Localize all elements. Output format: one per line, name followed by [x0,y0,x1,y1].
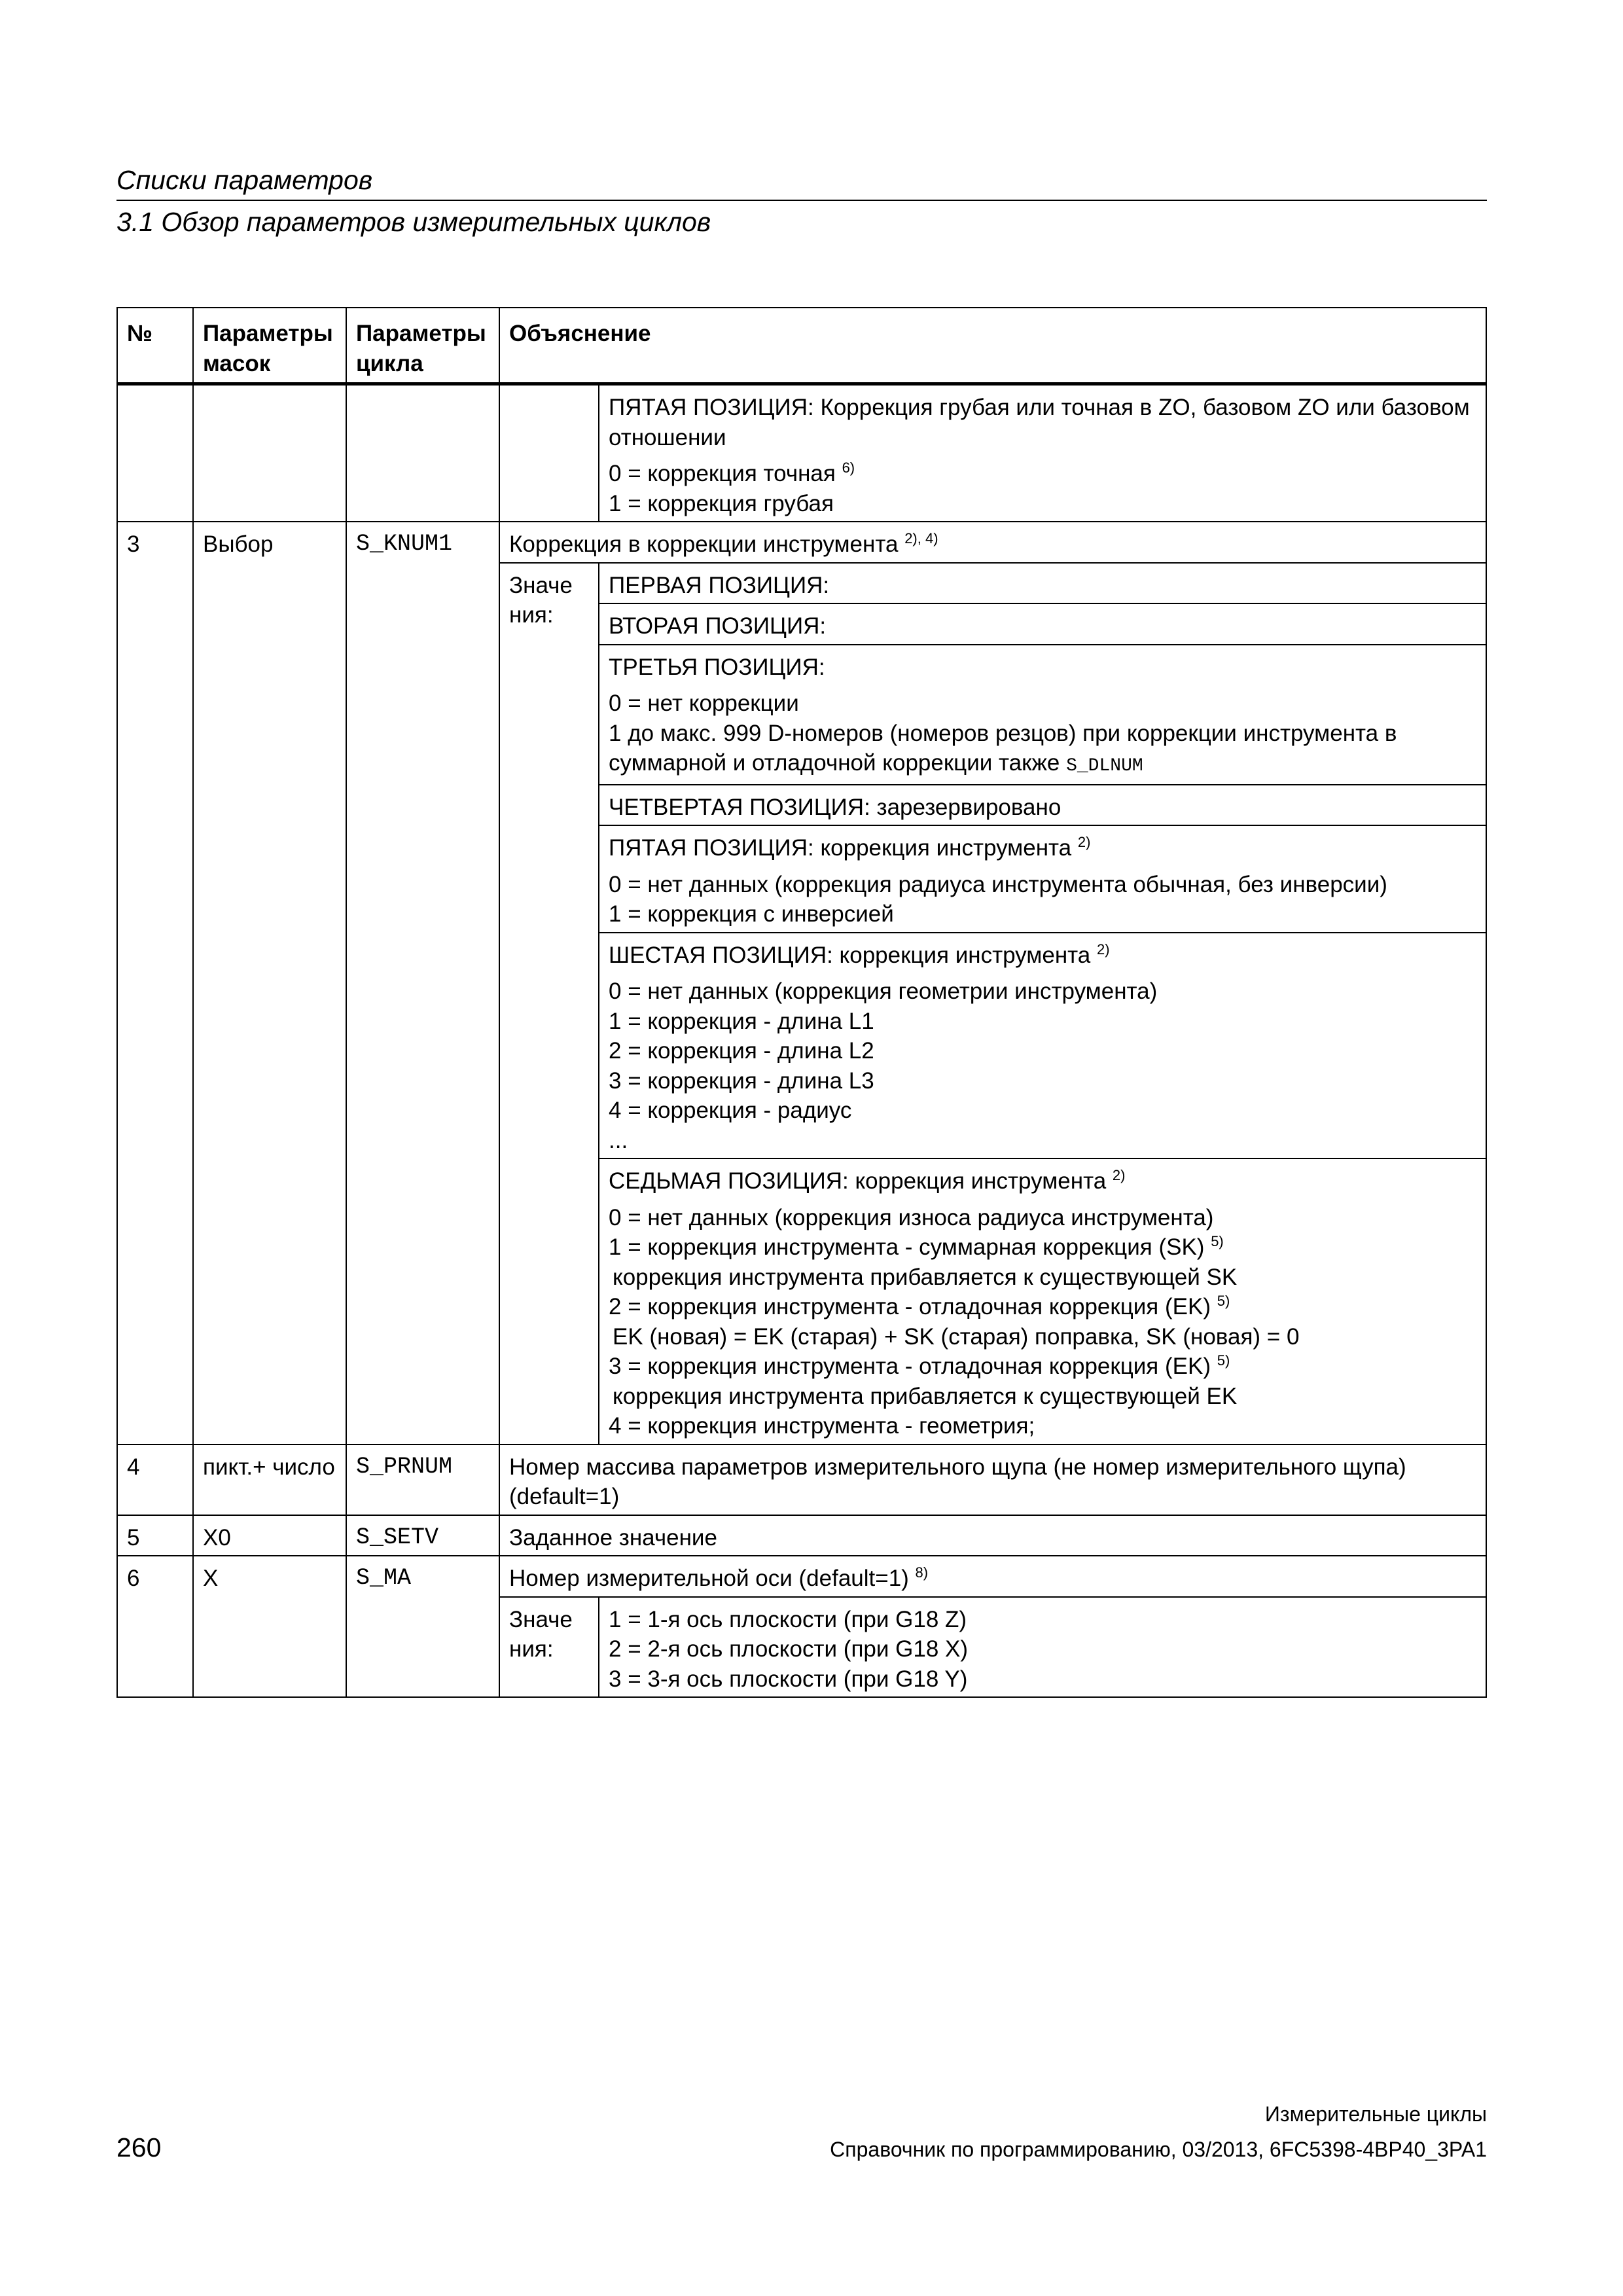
value-line: 3 = коррекция - длина L3 [609,1067,874,1094]
table-row-6 [117,1556,1486,1597]
values-label: Значе ния: [499,563,599,1444]
cycle-param: S_MA [346,1556,499,1697]
mask-param: пикт.+ число [193,1444,346,1515]
value-line: 2 = коррекция инструмента - отладочная коррекция (EK) $^{5)}$ [609,1293,1230,1319]
footer-reference: Справочник по программированию, 03/2013, 6FC5398-4BP40_3PA1 [830,2138,1487,2161]
value-line: 0 = коррекция точная $^{6)}$ [609,459,855,486]
section-title: 3.1 Обзор параметров измерительных циклов [116,207,711,237]
header-divider [116,200,1487,201]
mask-param: X0 [193,1515,346,1556]
value-line: коррекция инструмента прибавляется к существующей SK [613,1264,1238,1290]
value-line: 4 = коррекция - радиус [609,1098,852,1123]
value-line: 0 = нет данных (коррекция износа радиуса инструмента) [609,1204,1214,1230]
cycle-param: S_SETV [346,1515,499,1556]
value-line: 1 до макс. 999 D-номеров (номеров резцов) при коррекции инструмента в суммарной и отладочной коррекции также S_DLNUM [609,720,1397,776]
position-title: СЕДЬМАЯ ПОЗИЦИЯ: коррекция инструмента $^{2)}$ [609,1167,1126,1194]
row-description: Коррекция в коррекции инструмента $^{2), 4)}$ [499,522,1486,563]
column-header-cycle-params: Параметры цикла [346,308,499,384]
value-line: 4 = коррекция инструмента - геометрия; [609,1413,1035,1439]
row-number: 6 [117,1556,193,1697]
row-number: 5 [117,1515,193,1556]
value-line: 2 = коррекция - длина L2 [609,1038,874,1064]
column-header-mask-params: Параметры масок [193,308,346,384]
value-line: 3 = 3-я ось плоскости (при G18 Y) [609,1666,968,1692]
row-description [499,1444,1486,1515]
value-line: 1 = коррекция - длина L1 [609,1008,874,1034]
description-text: Номер массива параметров измерительного щупа (не номер измерительного щупа) [509,1454,1406,1480]
row-number: 4 [117,1444,193,1515]
cell-number [117,384,193,522]
mask-param: Выбор [193,522,346,1444]
value-line: 1 = коррекция с инверсией [609,901,894,927]
table-row-4 [117,1444,1486,1515]
continuation-fifth-position [599,384,1486,522]
table-row-continuation [117,384,1486,522]
mask-param: X [193,1556,346,1697]
cell-code [346,384,499,522]
chapter-title: Списки параметров [116,165,373,195]
cycle-param: S_PRNUM [346,1444,499,1515]
row-number: 3 [117,522,193,1444]
description-default: (default=1) [509,1484,620,1509]
position-sixth [599,933,1486,1159]
column-header-number: № [117,308,193,384]
value-line: 1 = 1-я ось плоскости (при G18 Z) [609,1606,967,1632]
table-row-3 [117,522,1486,563]
value-line: EK (новая) = EK (старая) + SK (старая) поправка, SK (новая) = 0 [613,1323,1300,1350]
parameter-table [116,307,1487,1698]
cell-mask [193,384,346,522]
cell-values-label [499,384,599,522]
position-fifth [599,825,1486,933]
value-line: 0 = нет коррекции [609,691,799,716]
row-description: Номер измерительной оси (default=1) $^{8)}$ [499,1556,1486,1597]
position-third [599,645,1486,785]
position-title: ТРЕТЬЯ ПОЗИЦИЯ: [609,654,825,680]
position-fourth: ЧЕТВЕРТАЯ ПОЗИЦИЯ: зарезервировано [599,785,1486,826]
table-row-5 [117,1515,1486,1556]
table-header-row [117,308,1486,384]
axis-values [599,1597,1486,1698]
page-number: 260 [116,2132,162,2162]
values-label: Значе ния: [499,1597,599,1698]
position-title: ПЯТАЯ ПОЗИЦИЯ: коррекция инструмента $^{2)}$ [609,834,1091,861]
value-line: 1 = коррекция грубая [609,490,834,516]
inline-code: S_DLNUM [1066,756,1143,776]
footer-book-title: Измерительные циклы [1264,2102,1487,2126]
value-line: 2 = 2-я ось плоскости (при G18 X) [609,1636,969,1662]
position-seventh [599,1158,1486,1444]
value-line: коррекция инструмента прибавляется к существующей EK [613,1383,1238,1409]
value-line: 3 = коррекция инструмента - отладочная коррекция (EK) $^{5)}$ [609,1352,1230,1379]
cycle-param: S_KNUM1 [346,522,499,1444]
column-header-explanation: Объяснение [499,308,1486,384]
value-line: 0 = нет данных (коррекция геометрии инструмента) [609,978,1158,1004]
value-line: 1 = коррекция инструмента - суммарная коррекция (SK) $^{5)}$ [609,1233,1224,1260]
position-second: ВТОРАЯ ПОЗИЦИЯ: [599,603,1486,645]
row-description: Заданное значение [499,1515,1486,1556]
position-title: ШЕСТАЯ ПОЗИЦИЯ: коррекция инструмента $^{2)}$ [609,941,1110,968]
value-line: ... [609,1127,628,1153]
value-line: 0 = нет данных (коррекция радиуса инструмента обычная, без инверсии) [609,871,1387,897]
position-title: ПЯТАЯ ПОЗИЦИЯ: Коррекция грубая или точная в ZO, базовом ZO или базовом отношении [609,395,1470,450]
position-first: ПЕРВАЯ ПОЗИЦИЯ: [599,563,1486,604]
